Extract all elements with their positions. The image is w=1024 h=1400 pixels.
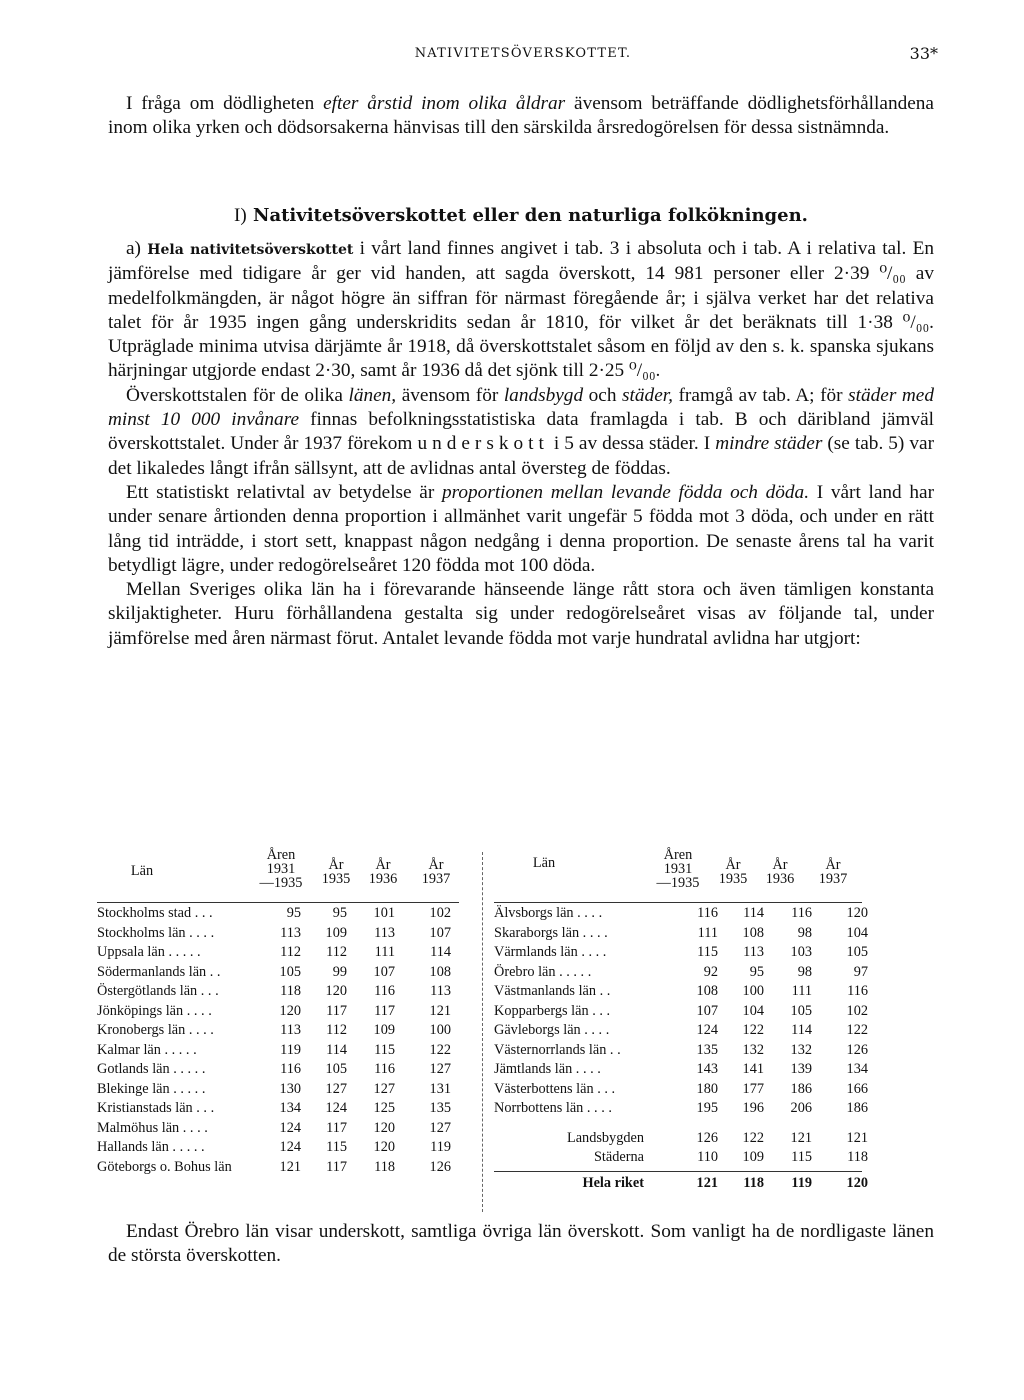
pb-i2: landsbygd	[503, 384, 584, 406]
row-value: 135	[696, 1041, 718, 1058]
section-number: I)	[234, 205, 247, 226]
body-text	[108, 237, 934, 651]
row-value: 113	[280, 924, 301, 941]
row-label: Värmlands län . . . .	[494, 944, 607, 960]
row-value: 120	[846, 1174, 868, 1191]
table-left	[97, 848, 477, 1177]
row-value: 195	[696, 1100, 718, 1116]
header-rule-right	[494, 902, 862, 903]
row-value: 109	[325, 924, 347, 941]
row-value: 115	[374, 1041, 395, 1058]
row-value: 132	[790, 1041, 812, 1058]
row-label: Hallands län . . . . .	[97, 1139, 205, 1155]
pb-t7: (se tab. 5) var det likaledes långt ifrån sällsynt, att de avlidnas antal översteg de föddas.	[108, 433, 934, 479]
closing-text: Endast Örebro län visar underskott, samtliga övriga län överskott. Som vanligt ha de nordligaste länen de största överskotten.	[108, 1221, 934, 1267]
row-value: 126	[846, 1041, 868, 1058]
row-label: Norrbottens län . . . .	[494, 1100, 612, 1116]
paragraph-b	[108, 384, 934, 481]
table-row	[97, 904, 477, 924]
row-value: 115	[791, 1149, 812, 1165]
row-label: Kronobergs län . . . .	[97, 1022, 214, 1038]
row-value: 95	[749, 963, 764, 980]
col-header-1937: År 1937	[421, 857, 451, 887]
page-number: 33*	[909, 44, 938, 63]
row-value: 109	[742, 1149, 764, 1165]
pb-t6: i 5 av dessa städer. I	[548, 433, 716, 455]
table-row	[97, 1041, 477, 1061]
row-value: 116	[374, 1061, 395, 1077]
row-label: Örebro län . . . . .	[494, 963, 592, 980]
pb-t2: ävensom för	[396, 384, 504, 406]
row-value: 120	[373, 1119, 395, 1136]
row-value: 124	[279, 1119, 301, 1136]
row-label: Västmanlands län . .	[494, 983, 611, 999]
row-value: 99	[332, 963, 347, 980]
row-label: Hela riket	[582, 1174, 644, 1191]
intro-text-1: I fråga om dödligheten	[126, 93, 324, 114]
row-value: 111	[791, 983, 812, 999]
col-header-aren-right: Åren 1931 —1935	[656, 847, 700, 891]
pb-i5: mindre städer	[715, 433, 823, 455]
pb-t3: och	[583, 384, 623, 406]
row-value: 100	[742, 983, 764, 999]
table-row	[494, 1002, 894, 1022]
row-value: 118	[374, 1158, 395, 1175]
row-value: 109	[373, 1022, 395, 1038]
para-a-label: a)	[126, 238, 148, 259]
table-row	[97, 924, 477, 944]
row-value: 98	[797, 924, 812, 941]
pc-t1: Ett statistiskt relativtal av betydelse är	[126, 481, 442, 503]
row-label: Östergötlands län . . .	[97, 983, 219, 999]
row-value: 95	[286, 905, 301, 921]
pb-i4: städer med minst 10 000 invånare	[108, 384, 935, 431]
row-value: 130	[279, 1080, 301, 1097]
row-value: 107	[429, 924, 451, 941]
col-header-1935: År 1935	[321, 857, 351, 887]
row-value: 118	[743, 1174, 764, 1191]
row-label: Stockholms län . . . .	[97, 924, 215, 941]
row-value: 120	[325, 983, 347, 999]
row-value: 105	[279, 963, 301, 980]
row-value: 118	[847, 1149, 868, 1165]
row-value: 116	[847, 983, 868, 999]
col-header-1935-right: År 1935	[718, 857, 748, 887]
table-row	[494, 1041, 894, 1061]
row-value: 114	[743, 905, 764, 921]
header-rule-left	[97, 902, 459, 903]
row-value: 114	[430, 944, 451, 960]
pc-t2: I vårt land har under senare årtionden denna proportion i allmänhet varit ungefär 5 födda mot 3 döda, och under en rätt lång tid inträdde, i stort sett, knappast någon nedgång i denna proportion. De senaste årens tal ha varit betydligt lägre, under redogörelseåret 120 födda mot 100 döda.	[108, 481, 934, 576]
row-value: 113	[374, 924, 395, 941]
pb-t4: framgå av tab. A; för	[672, 384, 849, 406]
row-value: 124	[325, 1100, 347, 1116]
row-label: Jämtlands län . . . .	[494, 1061, 601, 1077]
table-row	[494, 963, 894, 983]
row-value: 116	[374, 983, 395, 999]
para-a-bold: Hela nativitetsöverskottet	[147, 242, 354, 258]
table-right	[494, 848, 894, 1193]
table-row	[97, 1138, 477, 1158]
row-value: 122	[429, 1041, 451, 1058]
row-value: 119	[280, 1041, 301, 1058]
row-value: 186	[846, 1100, 868, 1116]
intro-italic: efter årstid inom olika åldrar	[323, 93, 566, 114]
table-row	[97, 963, 477, 983]
row-value: 113	[430, 983, 451, 999]
row-label: Kalmar län . . . . .	[97, 1041, 197, 1058]
row-value: 127	[325, 1080, 347, 1097]
table-row	[97, 1119, 477, 1139]
row-value: 110	[697, 1149, 718, 1165]
row-value: 116	[280, 1061, 301, 1077]
col-header-lan-right: Län	[532, 855, 556, 871]
row-value: 166	[846, 1080, 868, 1097]
row-value: 102	[429, 905, 451, 921]
column-divider	[482, 852, 483, 1212]
row-value: 114	[791, 1022, 812, 1038]
pb-t1: Överskottstalen för de olika	[126, 384, 349, 406]
section-title: Nativitetsöverskottet eller den naturliga folkökningen.	[252, 205, 808, 226]
row-label: Städerna	[593, 1149, 644, 1165]
para-a-text: i vårt land finnes angivet i tab. 3 i absoluta och i tab. A i relativa tal. En jämförelse med tidigare år ger vid handen, att sagda överskott, 14 981 personer eller 2·39 ⁰/₀₀ av medelfolkmängden, är något högre än siffran för närmast föregående år; i själva verket har det relativa talet för år 1935 ingen gång underskridits sedan år 1810, för vilket år det beräknats till 1·38 ⁰/₀₀. Utpräglade minima utvisa därjämte år 1918, då överskottstalet såsom en följd av den s. k. spanska sjukans härjningar utgjorde endast 2·30, samt år 1936 då det sjönk till 2·25 ⁰/₀₀.	[108, 238, 934, 382]
paragraph-c	[108, 481, 934, 578]
row-value: 177	[742, 1080, 764, 1097]
row-value: 116	[791, 905, 812, 921]
row-label: Gävleborgs län . . . .	[494, 1022, 610, 1038]
row-value: 122	[742, 1022, 764, 1038]
table-row	[494, 1099, 894, 1119]
row-value: 134	[279, 1100, 301, 1116]
row-value: 112	[326, 944, 347, 960]
row-value: 102	[846, 1002, 868, 1019]
row-label: Stockholms stad . . .	[97, 905, 213, 921]
row-label: Södermanlands län . .	[97, 963, 221, 980]
table-row	[494, 904, 894, 924]
col-header-aren: Åren 1931 —1935	[259, 847, 303, 891]
row-value: 108	[429, 963, 451, 980]
row-value: 116	[697, 905, 718, 921]
row-value: 117	[326, 1158, 347, 1175]
table-row	[494, 1129, 894, 1149]
table-row	[97, 1099, 477, 1119]
row-value: 112	[326, 1022, 347, 1038]
row-value: 98	[797, 963, 812, 980]
row-value: 122	[742, 1129, 764, 1146]
col-header-1936: År 1936	[368, 857, 398, 887]
table-row	[97, 982, 477, 1002]
table-row	[494, 1060, 894, 1080]
pc-i1: proportionen mellan levande födda och döda.	[441, 481, 810, 503]
row-value: 104	[742, 1002, 764, 1019]
row-label: Malmöhus län . . . .	[97, 1119, 208, 1136]
row-value: 111	[697, 924, 718, 941]
table-row	[97, 943, 477, 963]
row-label: Älvsborgs län . . . .	[494, 905, 603, 921]
table-row	[494, 1021, 894, 1041]
pb-i1: länen,	[348, 384, 397, 406]
row-value: 126	[696, 1129, 718, 1146]
row-value: 180	[696, 1080, 718, 1097]
row-value: 118	[280, 983, 301, 999]
row-value: 134	[846, 1061, 868, 1077]
row-value: 113	[743, 944, 764, 960]
table-row	[494, 1080, 894, 1100]
paragraph-d: Mellan Sveriges olika län ha i förevarande hänseende länge rått stora och även tämligen konstanta skiljaktigheter. Huru förhållandena gestalta sig under redogörelseåret visas av följande tal, under jämförelse med åren närmast förut. Antalet levande födda mot varje hundratal avlidna har utgjort:	[108, 579, 934, 649]
row-value: 108	[742, 924, 764, 941]
row-value: 117	[326, 1119, 347, 1136]
table-row	[494, 1148, 894, 1168]
row-value: 125	[373, 1100, 395, 1116]
row-value: 124	[696, 1022, 718, 1038]
pb-spaced: underskott	[417, 433, 549, 455]
table-row	[97, 1002, 477, 1022]
closing-paragraph	[108, 1220, 934, 1269]
row-value: 92	[703, 963, 718, 980]
row-value: 121	[696, 1174, 718, 1191]
row-label: Jönköpings län . . . .	[97, 1002, 212, 1019]
table-row	[494, 943, 894, 963]
row-value: 105	[846, 944, 868, 960]
row-value: 131	[429, 1080, 451, 1097]
page-header	[108, 46, 938, 70]
row-value: 141	[742, 1061, 764, 1077]
row-label: Kristianstads län . . .	[97, 1100, 215, 1116]
paragraph-a	[108, 237, 934, 384]
row-label: Uppsala län . . . . .	[97, 944, 201, 960]
row-label: Skaraborgs län . . . .	[494, 924, 608, 941]
row-value: 113	[280, 1022, 301, 1038]
table-row	[97, 1021, 477, 1041]
row-value: 117	[326, 1002, 347, 1019]
row-label: Gotlands län . . . . .	[97, 1061, 206, 1077]
row-value: 121	[790, 1129, 812, 1146]
row-value: 114	[326, 1041, 347, 1058]
row-value: 115	[326, 1139, 347, 1155]
row-label: Göteborgs o. Bohus län	[97, 1158, 232, 1175]
row-value: 124	[279, 1139, 301, 1155]
row-value: 143	[696, 1061, 718, 1077]
row-value: 108	[696, 983, 718, 999]
row-value: 121	[429, 1002, 451, 1019]
row-value: 111	[374, 944, 395, 960]
row-value: 120	[846, 905, 868, 921]
row-value: 132	[742, 1041, 764, 1058]
row-value: 196	[742, 1100, 764, 1116]
table-row	[97, 1080, 477, 1100]
row-value: 97	[853, 963, 868, 980]
row-value: 121	[279, 1158, 301, 1175]
row-value: 115	[697, 944, 718, 960]
row-value: 100	[429, 1022, 451, 1038]
row-value: 119	[430, 1139, 451, 1155]
row-value: 135	[429, 1100, 451, 1116]
intro-text-2: ävensom beträffande dödlighetsförhållandena inom olika yrken och dödsorsakerna hänvisas till den särskilda årsredogörelsen för dessa sistnämnda.	[108, 93, 934, 139]
row-value: 186	[790, 1080, 812, 1097]
section-heading	[108, 205, 934, 227]
row-value: 112	[280, 944, 301, 960]
col-header-1937-right: År 1937	[818, 857, 848, 887]
row-value: 119	[791, 1174, 812, 1191]
row-value: 122	[846, 1022, 868, 1038]
row-value: 120	[373, 1139, 395, 1155]
row-value: 127	[373, 1080, 395, 1097]
table-row	[494, 1174, 894, 1194]
row-label: Blekinge län . . . . .	[97, 1080, 206, 1097]
row-value: 121	[846, 1129, 868, 1146]
row-value: 107	[696, 1002, 718, 1019]
table-header-left	[97, 848, 477, 898]
intro-paragraph	[108, 92, 934, 141]
table-row	[97, 1158, 477, 1178]
row-label: Västernorrlands län . .	[494, 1041, 621, 1058]
row-value: 103	[790, 944, 812, 960]
row-label: Landsbygden	[566, 1129, 644, 1146]
row-value: 107	[373, 963, 395, 980]
col-header-lan: Län	[130, 863, 154, 879]
row-value: 105	[325, 1061, 347, 1077]
table-row	[494, 924, 894, 944]
table-row	[97, 1060, 477, 1080]
row-value: 127	[429, 1061, 451, 1077]
table-row	[494, 982, 894, 1002]
row-value: 206	[790, 1100, 812, 1116]
row-value: 101	[373, 905, 395, 921]
pb-i3: städer,	[622, 384, 673, 406]
row-label: Kopparbergs län . . .	[494, 1002, 611, 1019]
row-value: 120	[279, 1002, 301, 1019]
total-rule	[494, 1171, 862, 1172]
running-head: NATIVITETSÖVERSKOTTET.	[414, 46, 632, 61]
row-value: 117	[374, 1002, 395, 1019]
row-value: 95	[332, 905, 347, 921]
col-header-1936-right: År 1936	[765, 857, 795, 887]
row-value: 104	[846, 924, 868, 941]
pb-t5: finnas befolkningsstatistiska data framlagda i tab. B och däribland jämväl överskottstalet. Under år 1937 förekom	[108, 409, 934, 455]
row-value: 127	[429, 1119, 451, 1136]
row-label: Västerbottens län . . .	[494, 1080, 616, 1097]
row-value: 126	[429, 1158, 451, 1175]
row-value: 105	[790, 1002, 812, 1019]
table-header-right	[494, 848, 894, 898]
row-value: 139	[790, 1061, 812, 1077]
